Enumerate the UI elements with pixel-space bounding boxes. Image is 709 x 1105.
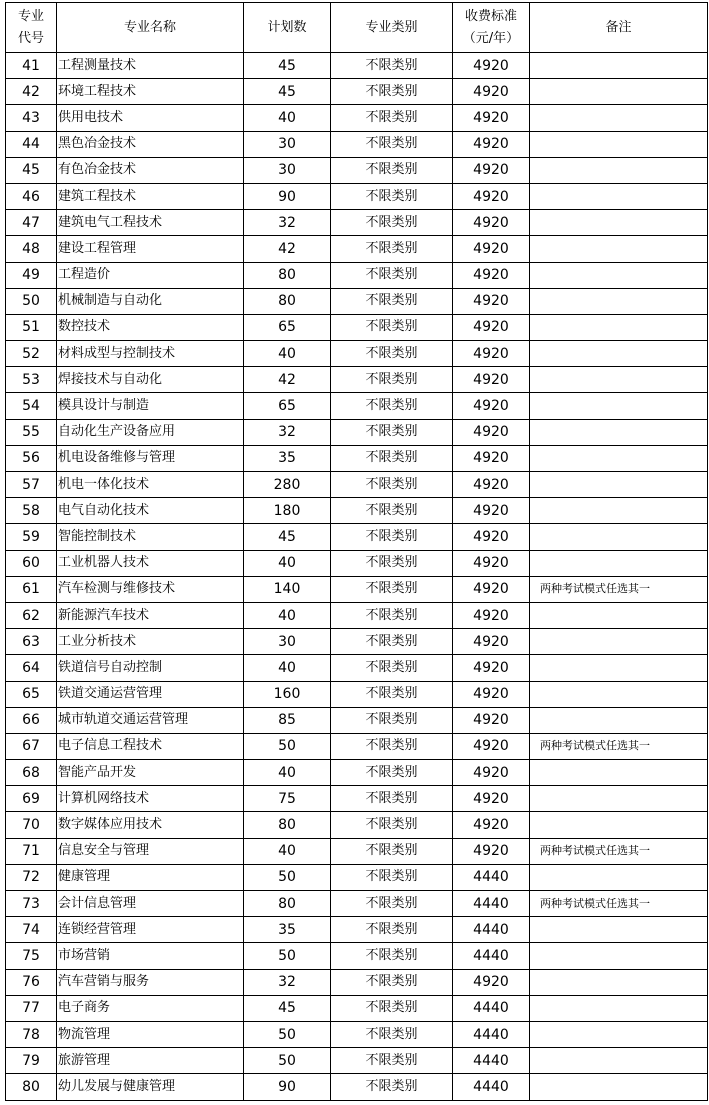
fee-cell: 4920 <box>453 681 530 707</box>
major-type-cell: 不限类别 <box>331 393 453 419</box>
major-code-cell: 52 <box>6 341 57 367</box>
table-row <box>6 157 708 183</box>
table-row <box>6 105 708 131</box>
major-type-cell: 不限类别 <box>331 445 453 471</box>
major-name-cell: 智能控制技术 <box>57 524 244 550</box>
major-name-cell: 模具设计与制造 <box>57 393 244 419</box>
major-type-cell: 不限类别 <box>331 995 453 1021</box>
major-name-cell: 电子信息工程技术 <box>57 733 244 759</box>
plan-count-cell: 80 <box>244 812 331 838</box>
plan-count-cell: 32 <box>244 969 331 995</box>
major-type-cell: 不限类别 <box>331 864 453 890</box>
major-type-cell: 不限类别 <box>331 576 453 602</box>
fee-cell: 4920 <box>453 53 530 79</box>
major-code-cell: 51 <box>6 314 57 340</box>
header-fee-line1: 收费标准 <box>464 8 517 24</box>
plan-count-cell: 50 <box>244 733 331 759</box>
fee-cell: 4920 <box>453 969 530 995</box>
major-code-cell: 70 <box>6 812 57 838</box>
table-row <box>6 419 708 445</box>
table-row <box>6 472 708 498</box>
plan-count-cell: 42 <box>244 367 331 393</box>
major-name-cell: 信息安全与管理 <box>57 838 244 864</box>
major-code-cell: 77 <box>6 995 57 1021</box>
header-fee <box>453 3 530 53</box>
major-type-cell: 不限类别 <box>331 183 453 209</box>
fee-cell: 4920 <box>453 655 530 681</box>
note-cell <box>530 629 708 655</box>
fee-cell: 4440 <box>453 1074 530 1100</box>
plan-count-cell: 32 <box>244 210 331 236</box>
header-row <box>6 3 708 53</box>
major-code-cell: 48 <box>6 236 57 262</box>
note-cell <box>530 79 708 105</box>
table-row <box>6 655 708 681</box>
table-row <box>6 1048 708 1074</box>
major-type-cell: 不限类别 <box>331 969 453 995</box>
fee-cell: 4920 <box>453 419 530 445</box>
header-notes: 备注 <box>530 3 708 53</box>
major-code-cell: 57 <box>6 472 57 498</box>
fee-cell: 4920 <box>453 288 530 314</box>
major-type-cell: 不限类别 <box>331 131 453 157</box>
table-row <box>6 681 708 707</box>
plan-count-cell: 80 <box>244 262 331 288</box>
table-row <box>6 314 708 340</box>
plan-count-cell: 40 <box>244 655 331 681</box>
plan-count-cell: 280 <box>244 472 331 498</box>
plan-count-cell: 45 <box>244 524 331 550</box>
table-row <box>6 1074 708 1100</box>
major-name-cell: 工程测量技术 <box>57 53 244 79</box>
major-type-cell: 不限类别 <box>331 917 453 943</box>
note-cell <box>530 393 708 419</box>
header-major-type: 专业类别 <box>331 3 453 53</box>
major-name-cell: 汽车检测与维修技术 <box>57 576 244 602</box>
major-code-cell: 76 <box>6 969 57 995</box>
table-row <box>6 602 708 628</box>
note-cell <box>530 864 708 890</box>
note-cell <box>530 157 708 183</box>
fee-cell: 4920 <box>453 157 530 183</box>
major-type-cell: 不限类别 <box>331 367 453 393</box>
major-type-cell: 不限类别 <box>331 341 453 367</box>
major-name-cell: 材料成型与控制技术 <box>57 341 244 367</box>
major-name-cell: 焊接技术与自动化 <box>57 367 244 393</box>
header-major-name: 专业名称 <box>57 3 244 53</box>
table-row <box>6 236 708 262</box>
major-code-cell: 71 <box>6 838 57 864</box>
fee-cell: 4920 <box>453 602 530 628</box>
major-type-cell: 不限类别 <box>331 891 453 917</box>
major-code-cell: 64 <box>6 655 57 681</box>
major-name-cell: 汽车营销与服务 <box>57 969 244 995</box>
major-name-cell: 建设工程管理 <box>57 236 244 262</box>
fee-cell: 4920 <box>453 262 530 288</box>
fee-cell: 4920 <box>453 498 530 524</box>
note-cell <box>530 105 708 131</box>
plan-count-cell: 85 <box>244 707 331 733</box>
table-row <box>6 838 708 864</box>
table-row <box>6 707 708 733</box>
major-code-cell: 50 <box>6 288 57 314</box>
major-name-cell: 城市轨道交通运营管理 <box>57 707 244 733</box>
major-code-cell: 62 <box>6 602 57 628</box>
note-cell <box>530 341 708 367</box>
fee-cell: 4920 <box>453 445 530 471</box>
table-row <box>6 445 708 471</box>
plan-count-cell: 50 <box>244 1048 331 1074</box>
note-cell <box>530 210 708 236</box>
note-cell <box>530 655 708 681</box>
plan-count-cell: 80 <box>244 891 331 917</box>
major-type-cell: 不限类别 <box>331 262 453 288</box>
note-cell <box>530 1048 708 1074</box>
plan-count-cell: 45 <box>244 79 331 105</box>
note-cell <box>530 183 708 209</box>
fee-cell: 4920 <box>453 393 530 419</box>
major-name-cell: 机械制造与自动化 <box>57 288 244 314</box>
plan-count-cell: 35 <box>244 917 331 943</box>
plan-count-cell: 30 <box>244 157 331 183</box>
plan-count-cell: 40 <box>244 341 331 367</box>
fee-cell: 4440 <box>453 917 530 943</box>
major-name-cell: 有色冶金技术 <box>57 157 244 183</box>
major-code-cell: 79 <box>6 1048 57 1074</box>
major-name-cell: 物流管理 <box>57 1021 244 1047</box>
major-type-cell: 不限类别 <box>331 472 453 498</box>
major-name-cell: 市场营销 <box>57 943 244 969</box>
fee-cell: 4920 <box>453 812 530 838</box>
note-cell <box>530 314 708 340</box>
major-name-cell: 工业分析技术 <box>57 629 244 655</box>
table-row <box>6 891 708 917</box>
major-code-cell: 75 <box>6 943 57 969</box>
plan-count-cell: 50 <box>244 943 331 969</box>
header-plan-count: 计划数 <box>244 3 331 53</box>
plan-count-cell: 40 <box>244 602 331 628</box>
major-name-cell: 电气自动化技术 <box>57 498 244 524</box>
fee-cell: 4440 <box>453 995 530 1021</box>
table-row <box>6 262 708 288</box>
major-code-cell: 67 <box>6 733 57 759</box>
fee-cell: 4920 <box>453 707 530 733</box>
table-row <box>6 131 708 157</box>
major-type-cell: 不限类别 <box>331 524 453 550</box>
major-code-cell: 68 <box>6 760 57 786</box>
note-cell <box>530 131 708 157</box>
note-cell <box>530 917 708 943</box>
major-code-cell: 45 <box>6 157 57 183</box>
note-cell <box>530 969 708 995</box>
major-code-cell: 59 <box>6 524 57 550</box>
fee-cell: 4920 <box>453 236 530 262</box>
table-row <box>6 79 708 105</box>
major-type-cell: 不限类别 <box>331 655 453 681</box>
fee-cell: 4920 <box>453 838 530 864</box>
fee-cell: 4920 <box>453 367 530 393</box>
table-body <box>6 53 708 1101</box>
enrollment-plan-table <box>5 2 708 1101</box>
note-cell <box>530 445 708 471</box>
note-cell: 两种考试模式任选其一 <box>530 576 708 602</box>
table-row <box>6 550 708 576</box>
plan-count-cell: 40 <box>244 105 331 131</box>
plan-count-cell: 160 <box>244 681 331 707</box>
note-cell <box>530 236 708 262</box>
plan-count-cell: 45 <box>244 53 331 79</box>
table-row <box>6 367 708 393</box>
table-row <box>6 629 708 655</box>
major-code-cell: 65 <box>6 681 57 707</box>
major-code-cell: 80 <box>6 1074 57 1100</box>
fee-cell: 4920 <box>453 472 530 498</box>
note-cell <box>530 262 708 288</box>
header-major-code <box>6 3 57 53</box>
major-code-cell: 53 <box>6 367 57 393</box>
note-cell <box>530 995 708 1021</box>
table-row <box>6 812 708 838</box>
plan-count-cell: 32 <box>244 419 331 445</box>
note-cell <box>530 472 708 498</box>
note-cell <box>530 602 708 628</box>
fee-cell: 4920 <box>453 131 530 157</box>
table-row <box>6 995 708 1021</box>
major-code-cell: 47 <box>6 210 57 236</box>
table-row <box>6 864 708 890</box>
fee-cell: 4440 <box>453 864 530 890</box>
major-type-cell: 不限类别 <box>331 786 453 812</box>
note-cell <box>530 498 708 524</box>
major-code-cell: 78 <box>6 1021 57 1047</box>
major-name-cell: 环境工程技术 <box>57 79 244 105</box>
major-name-cell: 新能源汽车技术 <box>57 602 244 628</box>
table-row <box>6 210 708 236</box>
major-code-cell: 42 <box>6 79 57 105</box>
major-type-cell: 不限类别 <box>331 79 453 105</box>
plan-count-cell: 75 <box>244 786 331 812</box>
major-name-cell: 机电设备维修与管理 <box>57 445 244 471</box>
major-name-cell: 工业机器人技术 <box>57 550 244 576</box>
major-name-cell: 供用电技术 <box>57 105 244 131</box>
major-name-cell: 机电一体化技术 <box>57 472 244 498</box>
table-row <box>6 288 708 314</box>
note-cell: 两种考试模式任选其一 <box>530 891 708 917</box>
fee-cell: 4440 <box>453 1021 530 1047</box>
fee-cell: 4920 <box>453 314 530 340</box>
note-cell <box>530 419 708 445</box>
major-code-cell: 46 <box>6 183 57 209</box>
plan-count-cell: 35 <box>244 445 331 471</box>
note-cell <box>530 760 708 786</box>
note-cell <box>530 943 708 969</box>
plan-count-cell: 30 <box>244 131 331 157</box>
major-code-cell: 61 <box>6 576 57 602</box>
major-code-cell: 58 <box>6 498 57 524</box>
major-name-cell: 智能产品开发 <box>57 760 244 786</box>
plan-count-cell: 40 <box>244 838 331 864</box>
header-fee-line2: （元/年） <box>462 30 520 46</box>
major-type-cell: 不限类别 <box>331 707 453 733</box>
table-row <box>6 393 708 419</box>
table-row <box>6 943 708 969</box>
major-name-cell: 计算机网络技术 <box>57 786 244 812</box>
major-type-cell: 不限类别 <box>331 105 453 131</box>
major-code-cell: 74 <box>6 917 57 943</box>
major-name-cell: 连锁经营管理 <box>57 917 244 943</box>
fee-cell: 4920 <box>453 105 530 131</box>
plan-count-cell: 65 <box>244 393 331 419</box>
major-name-cell: 自动化生产设备应用 <box>57 419 244 445</box>
plan-count-cell: 65 <box>244 314 331 340</box>
plan-count-cell: 50 <box>244 864 331 890</box>
major-type-cell: 不限类别 <box>331 838 453 864</box>
note-cell <box>530 524 708 550</box>
fee-cell: 4920 <box>453 341 530 367</box>
major-type-cell: 不限类别 <box>331 1021 453 1047</box>
table-row <box>6 760 708 786</box>
fee-cell: 4920 <box>453 524 530 550</box>
major-type-cell: 不限类别 <box>331 943 453 969</box>
major-type-cell: 不限类别 <box>331 1074 453 1100</box>
major-code-cell: 55 <box>6 419 57 445</box>
plan-count-cell: 180 <box>244 498 331 524</box>
major-name-cell: 数控技术 <box>57 314 244 340</box>
major-type-cell: 不限类别 <box>331 733 453 759</box>
major-type-cell: 不限类别 <box>331 288 453 314</box>
table-row <box>6 576 708 602</box>
major-code-cell: 60 <box>6 550 57 576</box>
major-name-cell: 铁道信号自动控制 <box>57 655 244 681</box>
major-code-cell: 72 <box>6 864 57 890</box>
major-code-cell: 73 <box>6 891 57 917</box>
table-row <box>6 969 708 995</box>
major-name-cell: 数字媒体应用技术 <box>57 812 244 838</box>
note-cell <box>530 681 708 707</box>
table-row <box>6 524 708 550</box>
major-type-cell: 不限类别 <box>331 498 453 524</box>
fee-cell: 4920 <box>453 550 530 576</box>
plan-count-cell: 30 <box>244 629 331 655</box>
major-name-cell: 健康管理 <box>57 864 244 890</box>
fee-cell: 4920 <box>453 183 530 209</box>
major-code-cell: 44 <box>6 131 57 157</box>
major-type-cell: 不限类别 <box>331 314 453 340</box>
note-cell <box>530 786 708 812</box>
note-cell <box>530 1074 708 1100</box>
major-type-cell: 不限类别 <box>331 602 453 628</box>
fee-cell: 4920 <box>453 786 530 812</box>
table-row <box>6 183 708 209</box>
note-cell <box>530 288 708 314</box>
plan-count-cell: 42 <box>244 236 331 262</box>
plan-count-cell: 90 <box>244 183 331 209</box>
plan-count-cell: 40 <box>244 760 331 786</box>
major-type-cell: 不限类别 <box>331 550 453 576</box>
plan-count-cell: 140 <box>244 576 331 602</box>
note-cell <box>530 53 708 79</box>
major-code-cell: 56 <box>6 445 57 471</box>
major-type-cell: 不限类别 <box>331 681 453 707</box>
major-type-cell: 不限类别 <box>331 812 453 838</box>
major-type-cell: 不限类别 <box>331 760 453 786</box>
table-row <box>6 1021 708 1047</box>
major-type-cell: 不限类别 <box>331 53 453 79</box>
fee-cell: 4920 <box>453 79 530 105</box>
plan-count-cell: 40 <box>244 550 331 576</box>
table-row <box>6 341 708 367</box>
note-cell: 两种考试模式任选其一 <box>530 733 708 759</box>
major-name-cell: 建筑电气工程技术 <box>57 210 244 236</box>
note-cell <box>530 1021 708 1047</box>
fee-cell: 4440 <box>453 943 530 969</box>
major-name-cell: 幼儿发展与健康管理 <box>57 1074 244 1100</box>
major-name-cell: 黑色冶金技术 <box>57 131 244 157</box>
table-row <box>6 917 708 943</box>
fee-cell: 4920 <box>453 733 530 759</box>
major-name-cell: 铁道交通运营管理 <box>57 681 244 707</box>
header-major-code-line1: 专业 <box>17 8 44 24</box>
fee-cell: 4920 <box>453 210 530 236</box>
fee-cell: 4440 <box>453 1048 530 1074</box>
fee-cell: 4920 <box>453 576 530 602</box>
note-cell <box>530 707 708 733</box>
major-code-cell: 69 <box>6 786 57 812</box>
major-type-cell: 不限类别 <box>331 1048 453 1074</box>
major-name-cell: 电子商务 <box>57 995 244 1021</box>
table-row <box>6 53 708 79</box>
major-name-cell: 会计信息管理 <box>57 891 244 917</box>
plan-count-cell: 50 <box>244 1021 331 1047</box>
major-type-cell: 不限类别 <box>331 210 453 236</box>
major-type-cell: 不限类别 <box>331 236 453 262</box>
major-code-cell: 49 <box>6 262 57 288</box>
major-code-cell: 66 <box>6 707 57 733</box>
fee-cell: 4920 <box>453 760 530 786</box>
major-type-cell: 不限类别 <box>331 629 453 655</box>
major-code-cell: 54 <box>6 393 57 419</box>
header-major-code-line2: 代号 <box>17 30 44 46</box>
major-type-cell: 不限类别 <box>331 157 453 183</box>
plan-count-cell: 45 <box>244 995 331 1021</box>
table-row <box>6 733 708 759</box>
major-name-cell: 旅游管理 <box>57 1048 244 1074</box>
major-type-cell: 不限类别 <box>331 419 453 445</box>
table-row <box>6 498 708 524</box>
major-code-cell: 63 <box>6 629 57 655</box>
major-name-cell: 工程造价 <box>57 262 244 288</box>
plan-count-cell: 80 <box>244 288 331 314</box>
major-code-cell: 41 <box>6 53 57 79</box>
note-cell <box>530 367 708 393</box>
fee-cell: 4920 <box>453 629 530 655</box>
note-cell <box>530 812 708 838</box>
plan-count-cell: 90 <box>244 1074 331 1100</box>
major-code-cell: 43 <box>6 105 57 131</box>
major-name-cell: 建筑工程技术 <box>57 183 244 209</box>
enrollment-table-container <box>5 2 708 1101</box>
fee-cell: 4440 <box>453 891 530 917</box>
note-cell: 两种考试模式任选其一 <box>530 838 708 864</box>
note-cell <box>530 550 708 576</box>
table-row <box>6 786 708 812</box>
